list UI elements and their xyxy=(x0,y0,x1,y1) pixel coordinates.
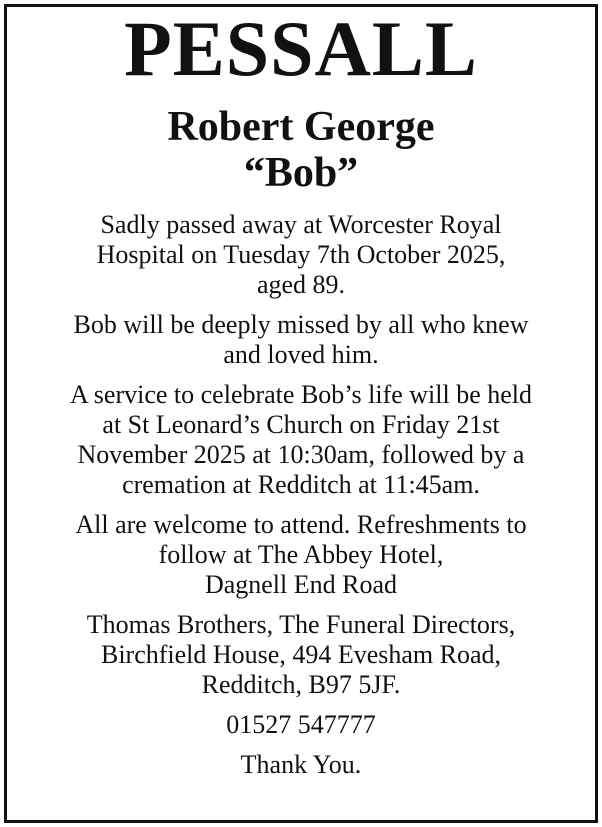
obituary-notice xyxy=(4,4,598,780)
text-line: follow at The Abbey Hotel, xyxy=(158,540,444,569)
text-line: Bob will be deeply missed by all who knew xyxy=(73,310,529,339)
tribute-text xyxy=(4,310,598,370)
text-line: Birchfield House, 494 Evesham Road, xyxy=(100,640,502,669)
phone-number xyxy=(4,710,598,740)
text-line: Dagnell End Road xyxy=(204,570,398,599)
text-line: Thomas Brothers, The Funeral Directors, xyxy=(86,610,516,639)
text-line: cremation at Redditch at 11:45am. xyxy=(122,470,480,499)
death-announcement xyxy=(4,210,598,300)
text-line: 01527 547777 xyxy=(226,710,376,739)
text-line: at St Leonard’s Church on Friday 21st xyxy=(102,410,500,439)
funeral-director-address xyxy=(4,610,598,700)
nickname: “Bob” xyxy=(243,150,359,196)
text-line: A service to celebrate Bob’s life will be held xyxy=(69,380,533,409)
full-name: Robert George xyxy=(167,104,435,150)
text-line: November 2025 at 10:30am, followed by a xyxy=(77,440,525,469)
surname-heading: PESSALL xyxy=(124,5,478,92)
text-line: aged 89. xyxy=(256,270,346,299)
text-line: Sadly passed away at Worcester Royal xyxy=(100,210,502,239)
closing-thanks xyxy=(4,750,598,780)
service-details xyxy=(4,380,598,500)
text-line: Hospital on Tuesday 7th October 2025, xyxy=(96,240,506,269)
refreshments-details xyxy=(4,510,598,600)
text-line: All are welcome to attend. Refreshments to xyxy=(75,510,527,539)
text-line: Redditch, B97 5JF. xyxy=(201,670,401,699)
text-line: and loved him. xyxy=(223,340,379,369)
text-line: Thank You. xyxy=(240,750,362,779)
